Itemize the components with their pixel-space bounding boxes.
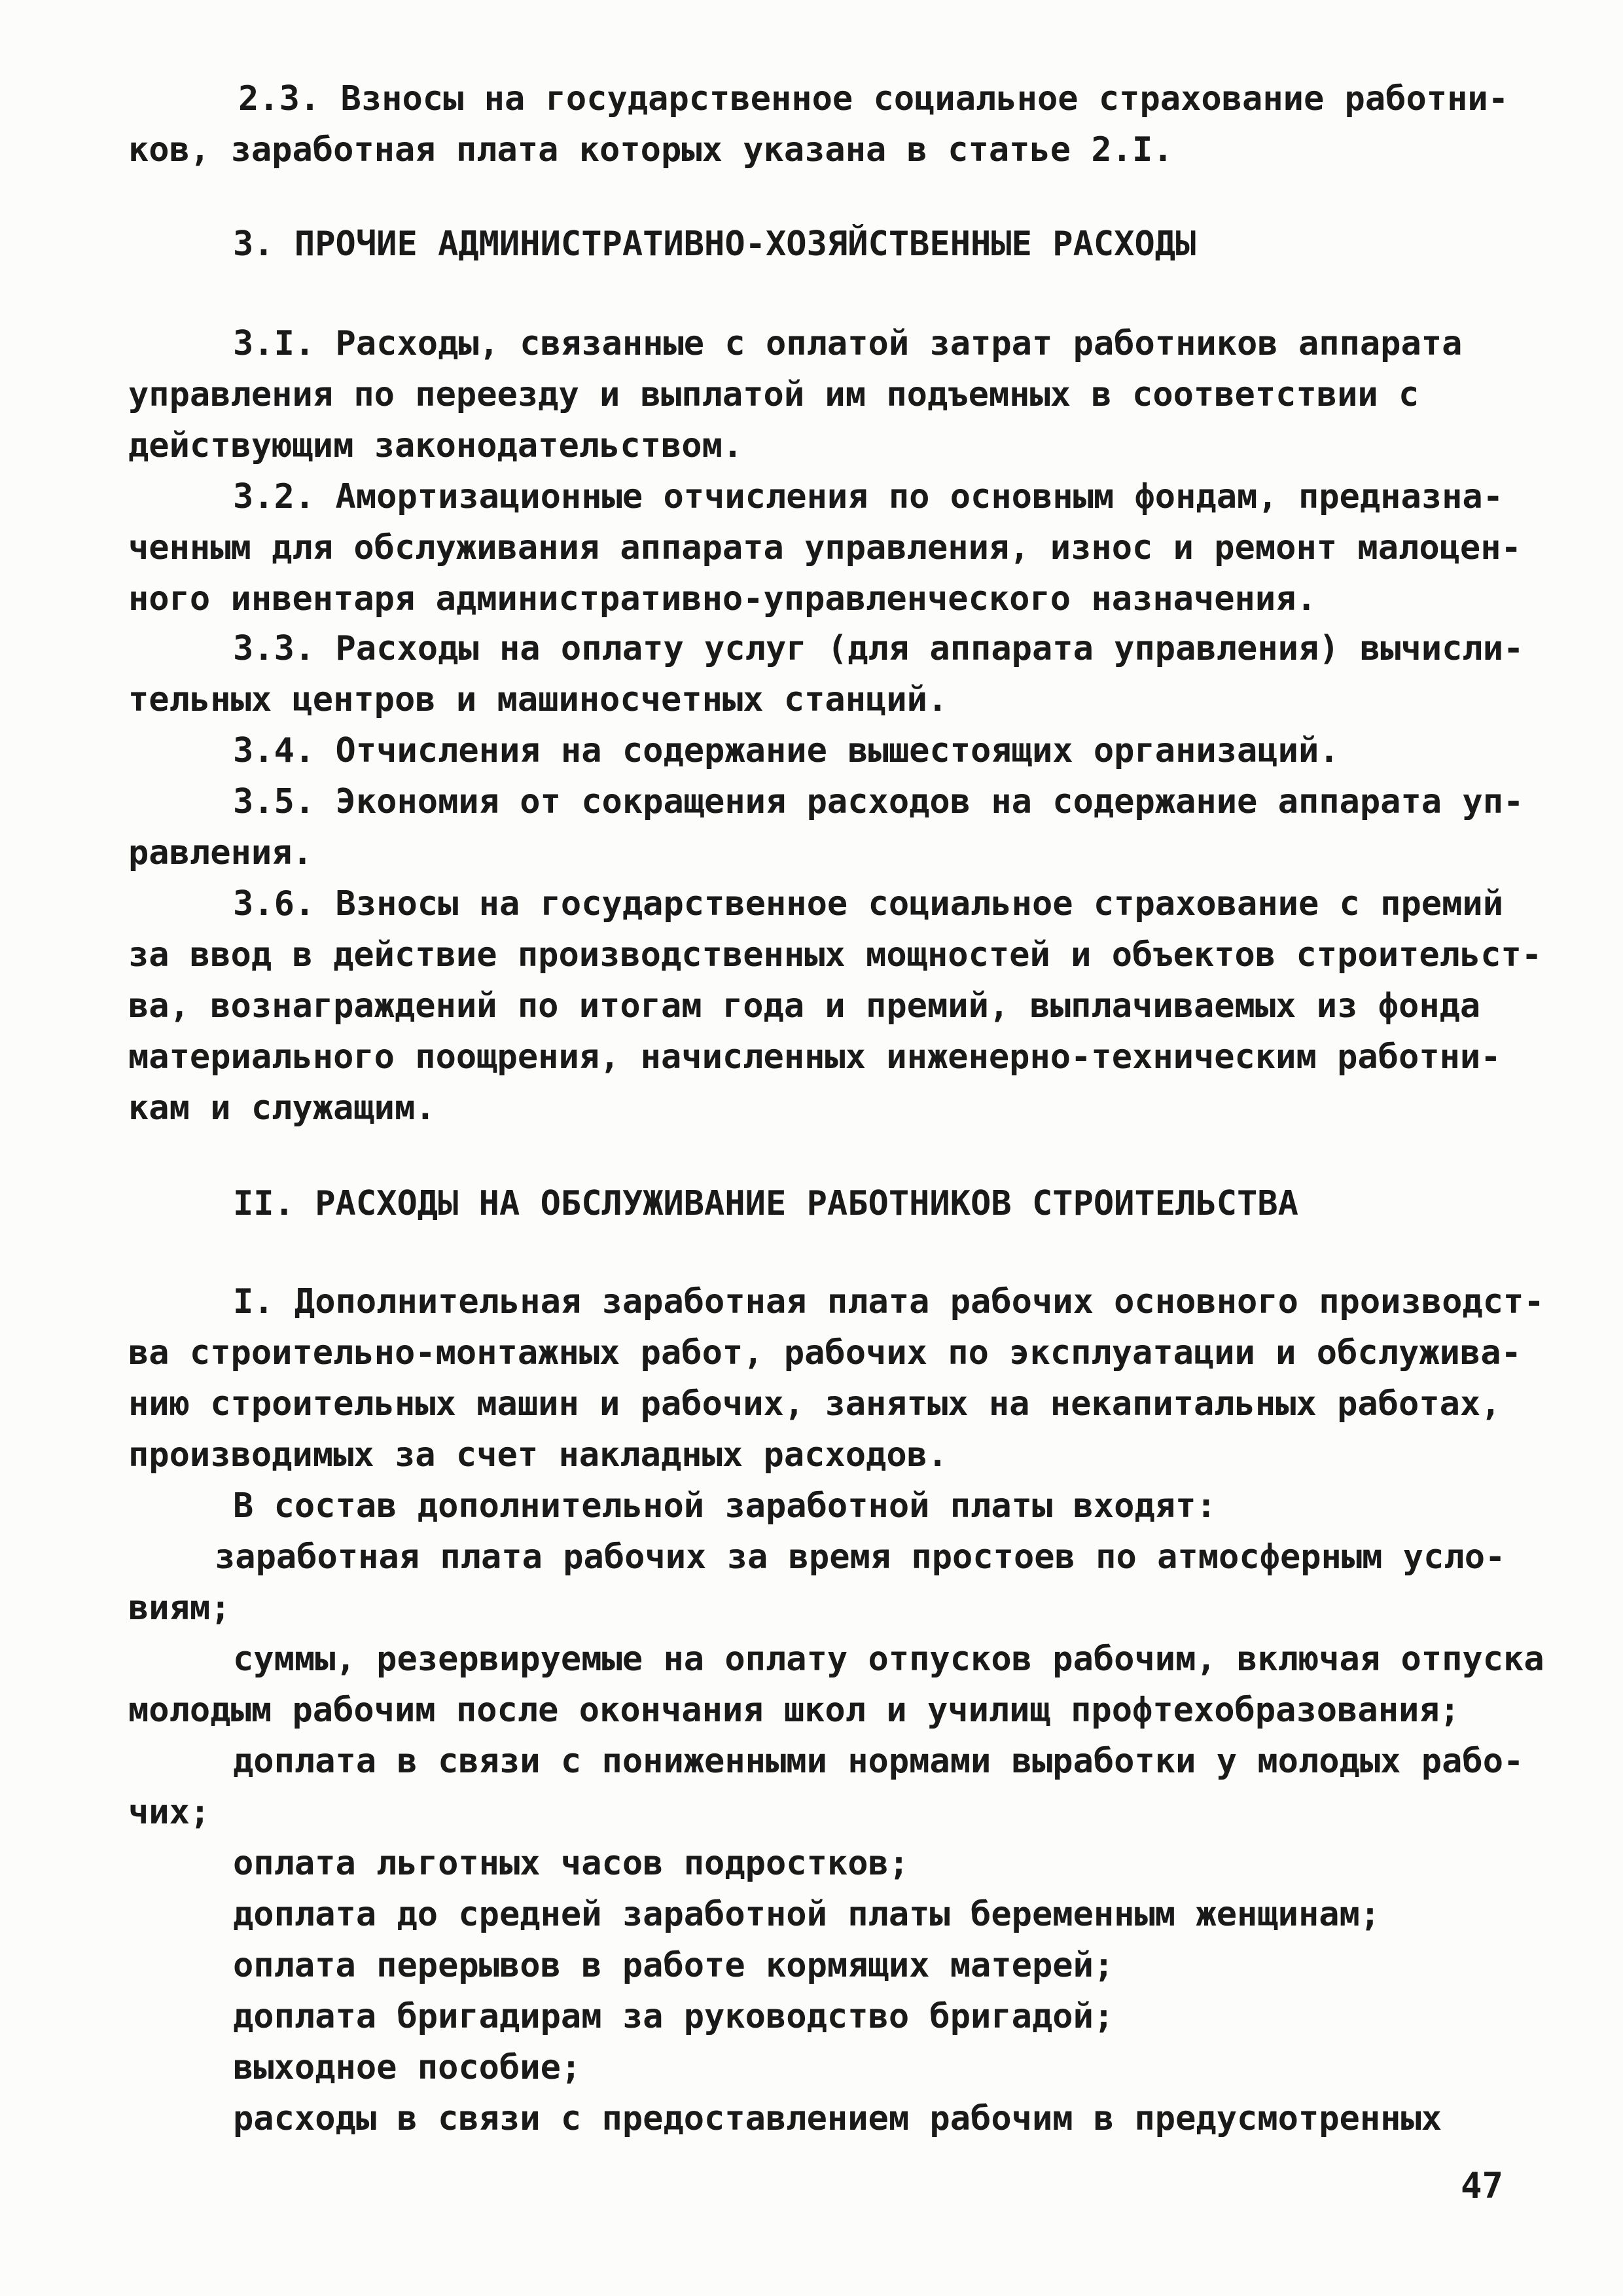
paragraph-2-3-line-2: ков, заработная плата которых указана в статье 2.I. — [128, 130, 1173, 170]
paragraph-3-6-line-2: за ввод в действие производственных мощностей и объектов строительст- — [128, 935, 1543, 975]
paragraph-3-1-line-1: 3.I. Расходы, связанные с оплатой затрат работников аппарата — [233, 324, 1463, 363]
list-item-brigade-leaders: доплата бригадирам за руководство бригадой; — [233, 1997, 1115, 2036]
paragraph-3-1-line-2: управления по переезду и выплатой им подъемных в соответствии с — [128, 375, 1419, 414]
list-item-nursing-mothers: оплата перерывов в работе кормящих матерей; — [233, 1946, 1115, 1985]
paragraph-3-2-line-1: 3.2. Амортизационные отчисления по основным фондам, предназна- — [233, 477, 1504, 516]
list-item-vacation-line-2: молодым рабочим после окончания школ и училищ профтехобразования; — [128, 1691, 1460, 1730]
paragraph-3-6-line-3: ва, вознаграждений по итогам года и премий, выплачиваемых из фонда — [128, 986, 1481, 1026]
paragraph-3-1-line-3: действующим законодательством. — [128, 426, 743, 465]
list-item-downtime-line-2: виям; — [128, 1588, 231, 1628]
paragraph-3-6-line-1: 3.6. Взносы на государственное социальное страхование с премий — [233, 884, 1504, 924]
paragraph-3-6-line-5: кам и служащим. — [128, 1088, 436, 1128]
page-number: 47 — [1461, 2165, 1504, 2206]
paragraph-3-5-line-2: равления. — [128, 833, 313, 872]
paragraph-ii-1-line-2: ва строительно-монтажных работ, рабочих по эксплуатации и обслужива- — [128, 1333, 1522, 1372]
paragraph-ii-1-line-3: нию строительных машин и рабочих, занятых на некапитальных работах, — [128, 1384, 1501, 1424]
paragraph-ii-1-line-4: производимых за счет накладных расходов. — [128, 1435, 948, 1475]
paragraph-ii-1-line-1: I. Дополнительная заработная плата рабочих основного производст- — [233, 1282, 1544, 1321]
paragraph-3-6-line-4: материального поощрения, начисленных инженерно-техническим работни- — [128, 1037, 1501, 1077]
section-ii-heading: II. РАСХОДЫ НА ОБСЛУЖИВАНИЕ РАБОТНИКОВ СТРОИТЕЛЬСТВА — [233, 1184, 1298, 1223]
paragraph-3-3-line-1: 3.3. Расходы на оплату услуг (для аппарата управления) вычисли- — [233, 629, 1524, 668]
list-item-severance: выходное пособие; — [233, 2048, 582, 2087]
paragraph-3-3-line-2: тельных центров и машиносчетных станций. — [128, 680, 948, 719]
paragraph-3-2-line-3: ного инвентаря административно-управленческого назначения. — [128, 579, 1317, 619]
paragraph-3-2-line-2: ченным для обслуживания аппарата управления, износ и ремонт малоцен- — [128, 528, 1522, 567]
list-item-provision-expenses: расходы в связи с предоставлением рабочим в предусмотренных — [233, 2099, 1442, 2138]
list-item-young-workers-line-2: чих; — [128, 1793, 211, 1832]
list-item-pregnant-women: доплата до средней заработной платы беременным женщинам; — [233, 1895, 1381, 1934]
composition-intro: В состав дополнительной заработной платы входят: — [233, 1486, 1217, 1526]
paragraph-3-4: 3.4. Отчисления на содержание вышестоящих организаций. — [233, 731, 1340, 770]
list-item-downtime-line-1: заработная плата рабочих за время простоев по атмосферным усло- — [215, 1537, 1506, 1577]
paragraph-3-5-line-1: 3.5. Экономия от сокращения расходов на содержание аппарата уп- — [233, 782, 1524, 821]
list-item-vacation-line-1: суммы, резервируемые на оплату отпусков рабочим, включая отпуска — [233, 1640, 1544, 1679]
list-item-teen-hours: оплата льготных часов подростков; — [233, 1844, 910, 1883]
paragraph-2-3-line-1: 2.3. Взносы на государственное социальное страхование работни- — [238, 79, 1509, 118]
section-3-heading: 3. ПРОЧИЕ АДМИНИСТРАТИВНО-ХОЗЯЙСТВЕННЫЕ РАСХОДЫ — [233, 224, 1196, 264]
list-item-young-workers-line-1: доплата в связи с пониженными нормами выработки у молодых рабо- — [233, 1742, 1524, 1781]
